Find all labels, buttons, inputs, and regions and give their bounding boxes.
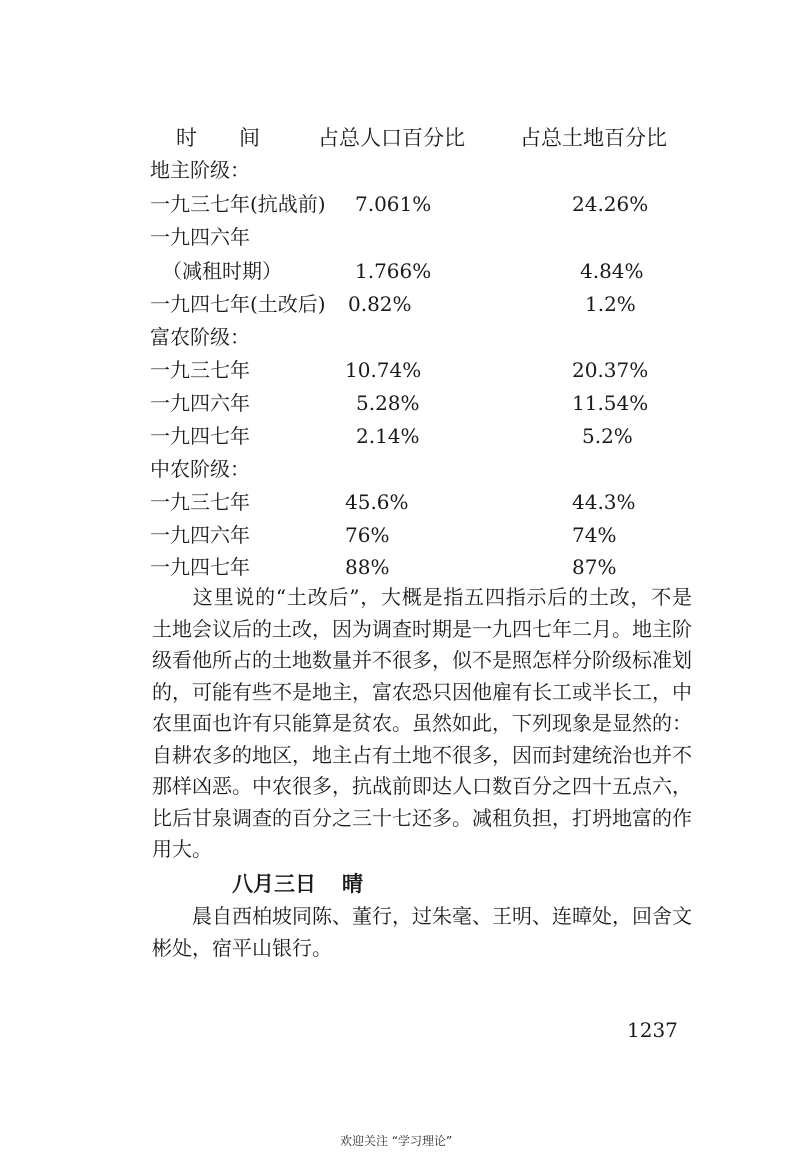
header-population-percent: 占总人口百分比 — [318, 126, 465, 150]
footer-note: 欢迎关注 “学习理论” — [340, 1134, 453, 1148]
row-land: 74% — [572, 523, 617, 547]
entry-date: 八月三日 — [232, 871, 316, 896]
row-land: 1.2% — [585, 292, 636, 316]
row-time: 一九四七年 — [150, 555, 250, 579]
paragraph-text: 这里说的“土改后”，大概是指五四指示后的土改，不是土地会议后的土改，因为调查时期是一九四七年二月。地主阶级看他所占的土地数量并不很多，似不是照怎样分阶级标准划的，可能有些不是地主，富农恐只因他雇有长工或半长工，中农里面也许有只能算是贫农。虽然如此，下列现象是显然的：自耕农多的地区，地主占有土地不很多，因而封建统治也并不那样凶恶。中农很多，抗战前即达人口数百分之四十五点六，比后甘泉调查的百分之三十七还多。减租负担，打坍地富的作用大。 — [152, 585, 692, 861]
paragraph — [152, 582, 692, 866]
row-land: 11.54% — [572, 391, 649, 415]
row-population: 76% — [345, 523, 390, 547]
entry-text: 晨自西柏坡同陈、董行，过朱毫、王明、连暲处，回舍文彬处，宿平山银行。 — [152, 904, 692, 960]
row-land: 5.2% — [582, 424, 633, 448]
row-population: 10.74% — [345, 358, 422, 382]
row-time: 一九四六年 — [150, 391, 250, 415]
row-time: 一九三七年 — [150, 358, 250, 382]
row-time: 一九三七年(抗战前) — [150, 192, 326, 216]
group-label-middle-peasant: 中农阶级： — [150, 457, 250, 481]
row-population: 88% — [345, 555, 390, 579]
row-time: 一九四六年 — [150, 225, 250, 249]
row-population: 0.82% — [348, 292, 412, 316]
page-number: 1237 — [627, 1018, 678, 1042]
row-population: 1.766% — [355, 259, 432, 283]
row-population: 2.14% — [356, 424, 420, 448]
group-label-rich-peasant: 富农阶级： — [150, 325, 250, 349]
row-land: 4.84% — [580, 259, 644, 283]
row-time: 一九三七年 — [150, 490, 250, 514]
row-population: 45.6% — [345, 490, 409, 514]
row-time: （减租时期） — [162, 259, 282, 283]
group-label-landlord: 地主阶级： — [150, 158, 250, 182]
entry-paragraph — [152, 901, 692, 964]
row-land: 87% — [572, 555, 617, 579]
entry-weather: 晴 — [342, 871, 363, 896]
row-time: 一九四七年(土改后) — [150, 292, 326, 316]
row-land: 44.3% — [572, 490, 636, 514]
row-population: 7.061% — [355, 192, 432, 216]
header-time: 时 间 — [176, 126, 260, 150]
row-land: 20.37% — [572, 358, 649, 382]
row-population: 5.28% — [356, 391, 420, 415]
header-land-percent: 占总土地百分比 — [520, 126, 667, 150]
row-land: 24.26% — [572, 192, 649, 216]
row-time: 一九四七年 — [150, 424, 250, 448]
row-time: 一九四六年 — [150, 523, 250, 547]
